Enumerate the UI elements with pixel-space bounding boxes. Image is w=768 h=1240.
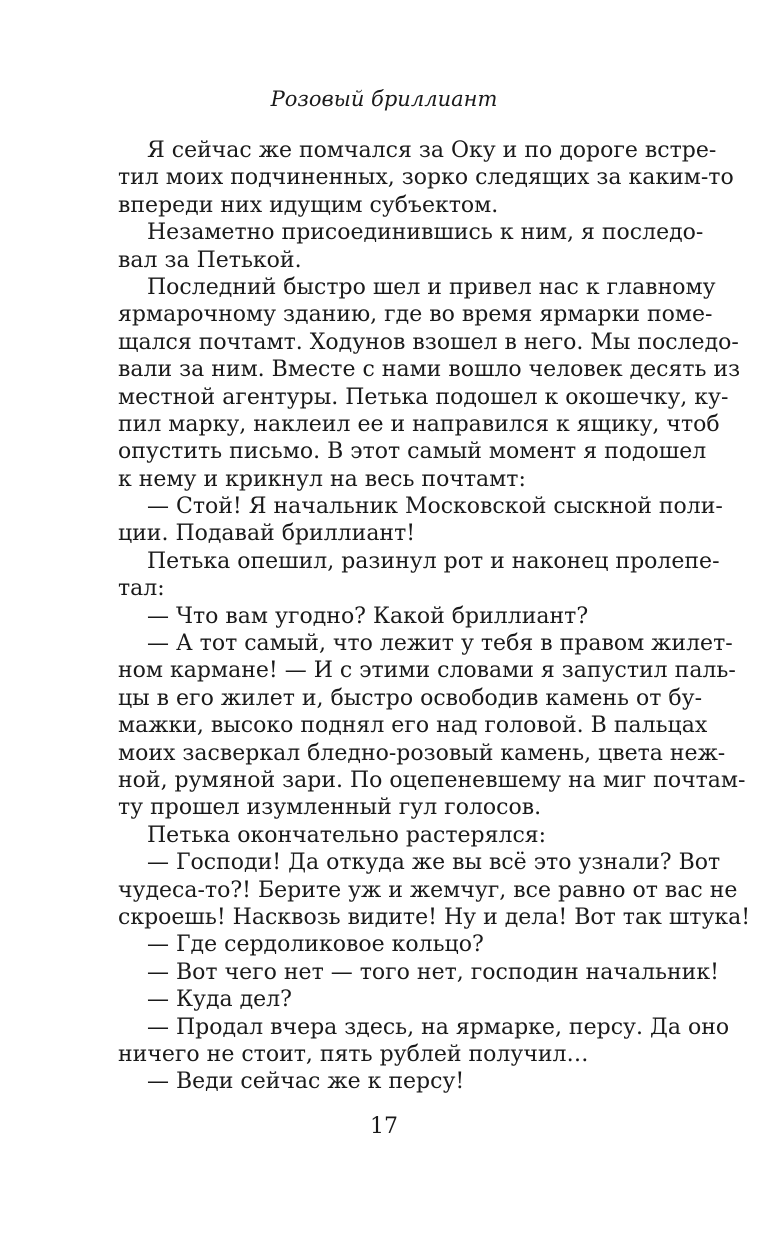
running-title: Розовый бриллиант <box>270 87 498 111</box>
text-line: тил моих подчиненных, зорко следящих за каким-то <box>118 165 734 191</box>
text-line: к нему и крикнул на весь почтамт: <box>118 466 526 492</box>
text-line: — Вот чего нет — того нет, господин начальник! <box>147 959 719 985</box>
text-line: тал: <box>118 576 165 602</box>
text-line: вал за Петькой. <box>118 247 302 273</box>
text-line: — Господи! Да откуда же вы всё это узнали? Вот <box>147 850 721 876</box>
text-line: моих засверкал бледно-розовый камень, цвета неж- <box>118 740 726 766</box>
text-line: Петька опешил, разинул рот и наконец пролепе- <box>147 548 720 574</box>
text-line: — Куда дел? <box>147 987 292 1013</box>
text-line: ничего не стоит, пять рублей получил… <box>118 1041 589 1067</box>
text-line: Петька окончательно растерялся: <box>147 822 547 848</box>
text-line: — Веди сейчас же к персу! <box>147 1069 465 1095</box>
text-line: пил марку, наклеил ее и направился к ящику, чтоб <box>118 411 720 437</box>
text-line: цы в его жилет и, быстро освободив камень от бу- <box>118 685 703 711</box>
text-line: ном кармане! — И с этими словами я запустил паль- <box>118 658 736 684</box>
text-line: ции. Подавай бриллиант! <box>118 521 416 547</box>
text-line: — А тот самый, что лежит у тебя в правом жилет- <box>147 631 733 657</box>
text-line: Я сейчас же помчался за Оку и по дороге встре- <box>147 138 717 163</box>
text-line: мажки, высоко поднял его над головой. В пальцах <box>118 713 708 739</box>
text-line: ярмарочному зданию, где во время ярмарки поме- <box>118 302 713 328</box>
text-line: щался почтамт. Ходунов взошел в него. Мы последо- <box>118 329 739 355</box>
text-line: — Продал вчера здесь, на ярмарке, персу. Да оно <box>147 1014 730 1040</box>
text-line: ту прошел изумленный гул голосов. <box>118 795 542 821</box>
text-line: — Что вам угодно? Какой бриллиант? <box>147 603 589 629</box>
text-line: ной, румяной зари. По оцепеневшему на миг почтам- <box>118 767 746 793</box>
text-line: опустить письмо. В этот самый момент я подошел <box>118 439 707 465</box>
text-line: вали за ним. Вместе с нами вошло человек десять из <box>118 357 741 383</box>
text-line: — Стой! Я начальник Московской сыскной поли- <box>147 494 723 520</box>
text-line: впереди них идущим субъектом. <box>118 192 499 218</box>
page-number: 17 <box>370 1114 398 1139</box>
text-line: скроешь! Насквозь видите! Ну и дела! Вот так штука! <box>118 904 751 930</box>
text-line: Незаметно присоединившись к ним, я последо- <box>147 220 704 246</box>
text-line: чудеса-то?! Берите уж и жемчуг, все равно от вас не <box>118 877 738 903</box>
text-line: — Где сердоликовое кольцо? <box>147 932 484 958</box>
body-text <box>118 137 751 1096</box>
text-line: местной агентуры. Петька подошел к окошечку, ку- <box>118 384 729 410</box>
text-line: Последний быстро шел и привел нас к главному <box>147 274 716 300</box>
